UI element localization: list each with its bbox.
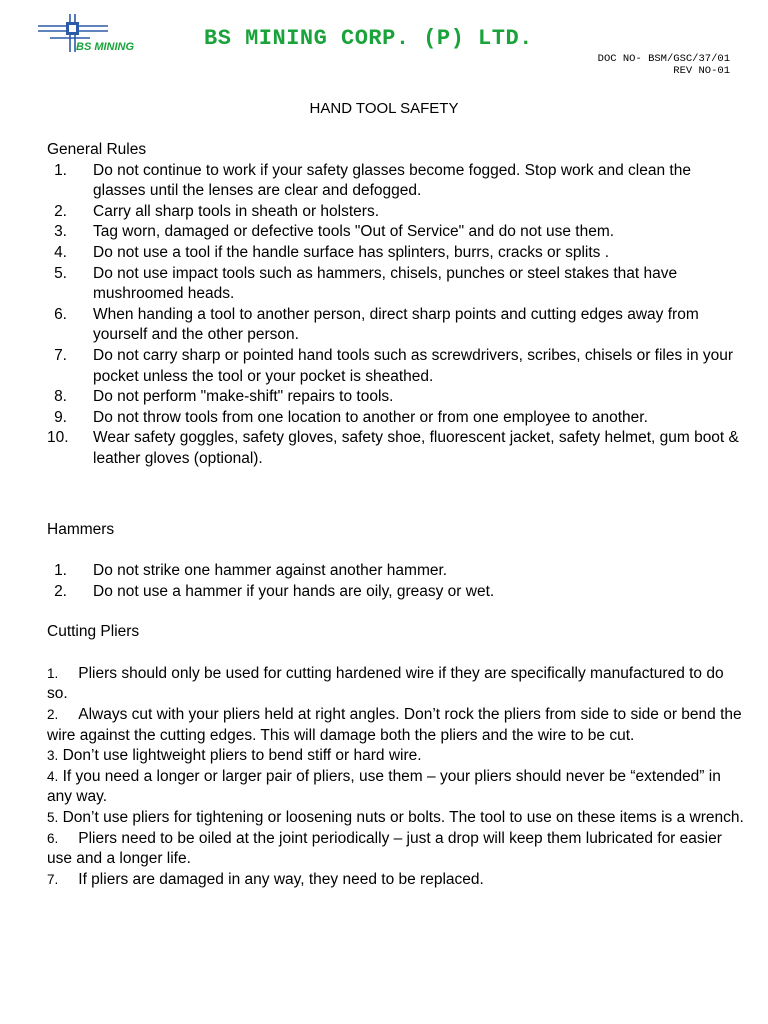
list-number: 6. (54, 305, 67, 323)
list-text: If you need a longer or larger pair of pliers, use them – your pliers should never be “extended” in any way. (47, 767, 721, 806)
list-number: 1. (54, 161, 67, 179)
hammer-rule-item (47, 582, 747, 603)
cutting-pliers-heading: Cutting Pliers (47, 623, 140, 641)
hammer-rule-item (47, 561, 747, 582)
list-number: 7. (47, 871, 59, 887)
list-text: Carry all sharp tools in sheath or holsters. (93, 202, 380, 220)
general-rule-item (47, 305, 747, 346)
document-meta (598, 53, 730, 77)
list-number: 6. (47, 830, 59, 846)
list-number: 9. (54, 408, 67, 426)
cutting-pliers-list (47, 664, 747, 891)
list-text: Pliers need to be oiled at the joint periodically – just a drop will keep them lubricated for easier use and a longer life. (47, 829, 722, 868)
company-name: BS MINING CORP. (P) LTD. (204, 26, 533, 51)
list-text: Do not use impact tools such as hammers, chisels, punches or steel stakes that have mushroomed heads. (93, 264, 678, 303)
list-text: Do not strike one hammer against another hammer. (93, 562, 448, 580)
pliers-rule-item (47, 664, 747, 705)
list-number: 4. (54, 243, 67, 261)
revision-number: REV NO-01 (673, 65, 730, 77)
list-number: 1. (47, 665, 59, 681)
logo-text: BS MINING (76, 41, 135, 53)
list-text: Pliers should only be used for cutting hardened wire if they are specifically manufactured to do so. (47, 664, 724, 703)
list-text: Don’t use pliers for tightening or loosening nuts or bolts. The tool to use on these items is a wrench. (62, 809, 744, 827)
list-number: 3. (54, 223, 67, 241)
pliers-rule-item (47, 705, 747, 746)
general-rule-item (47, 408, 747, 429)
document-body (47, 140, 747, 890)
list-text: Do not perform "make-shift" repairs to tools. (93, 388, 394, 406)
list-text: Always cut with your pliers held at right angles. Don’t rock the pliers from side to side or bend the wire against the cutting edges. This will damage both the pliers and the wire to be cut. (47, 706, 742, 744)
general-rule-item (47, 264, 747, 305)
list-number: 1. (54, 562, 67, 580)
pliers-rule-item (47, 808, 747, 829)
list-number: 2. (54, 582, 67, 600)
general-rule-item (47, 161, 747, 202)
general-rule-item (47, 387, 747, 408)
list-text: Do not continue to work if your safety glasses become fogged. Stop work and clean the glasses until the lenses are clear and defogged. (93, 161, 691, 200)
list-number: 2. (54, 202, 67, 220)
list-number: 5. (47, 810, 59, 826)
general-rules-list (47, 161, 747, 470)
list-number: 8. (54, 388, 67, 406)
list-number: 7. (54, 346, 67, 364)
list-text: Don’t use lightweight pliers to bend stiff or hard wire. (62, 747, 422, 765)
pliers-rule-item (47, 746, 747, 767)
list-number: 3. (47, 748, 59, 764)
pliers-rule-item (47, 829, 747, 870)
pliers-rule-item (47, 767, 747, 808)
hammers-list (47, 561, 747, 602)
list-text: Do not use a hammer if your hands are oily, greasy or wet. (93, 582, 495, 600)
list-text: Tag worn, damaged or defective tools "Out of Service" and do not use them. (93, 223, 615, 241)
list-text: Do not throw tools from one location to another or from one employee to another. (93, 408, 648, 426)
list-text: If pliers are damaged in any way, they need to be replaced. (78, 870, 484, 888)
general-rule-item (47, 346, 747, 387)
list-text: Do not use a tool if the handle surface has splinters, burrs, cracks or splits . (93, 243, 610, 261)
list-text: When handing a tool to another person, direct sharp points and cutting edges away from yourself and the other person. (93, 305, 699, 344)
general-rule-item (47, 243, 747, 264)
list-number: 4. (47, 768, 59, 784)
list-number: 2. (47, 707, 59, 723)
pliers-rule-item (47, 870, 747, 891)
general-rule-item (47, 428, 747, 469)
bs-mining-logo (30, 12, 180, 54)
hammers-heading: Hammers (47, 520, 115, 538)
doc-number: DOC NO- BSM/GSC/37/01 (597, 53, 730, 65)
general-rule-item (47, 222, 747, 243)
page-title: HAND TOOL SAFETY (309, 100, 459, 117)
list-text: Do not carry sharp or pointed hand tools such as screwdrivers, scribes, chisels or files in your pocket unless the tool or your pocket is sheathed. (93, 346, 734, 385)
general-rule-item (47, 202, 747, 223)
list-number: 5. (54, 264, 67, 282)
list-text: Wear safety goggles, safety gloves, safety shoe, fluorescent jacket, safety helmet, gum boot & leather gloves (optional). (93, 429, 739, 467)
list-number: 10. (47, 429, 69, 447)
general-rules-heading: General Rules (47, 141, 147, 158)
